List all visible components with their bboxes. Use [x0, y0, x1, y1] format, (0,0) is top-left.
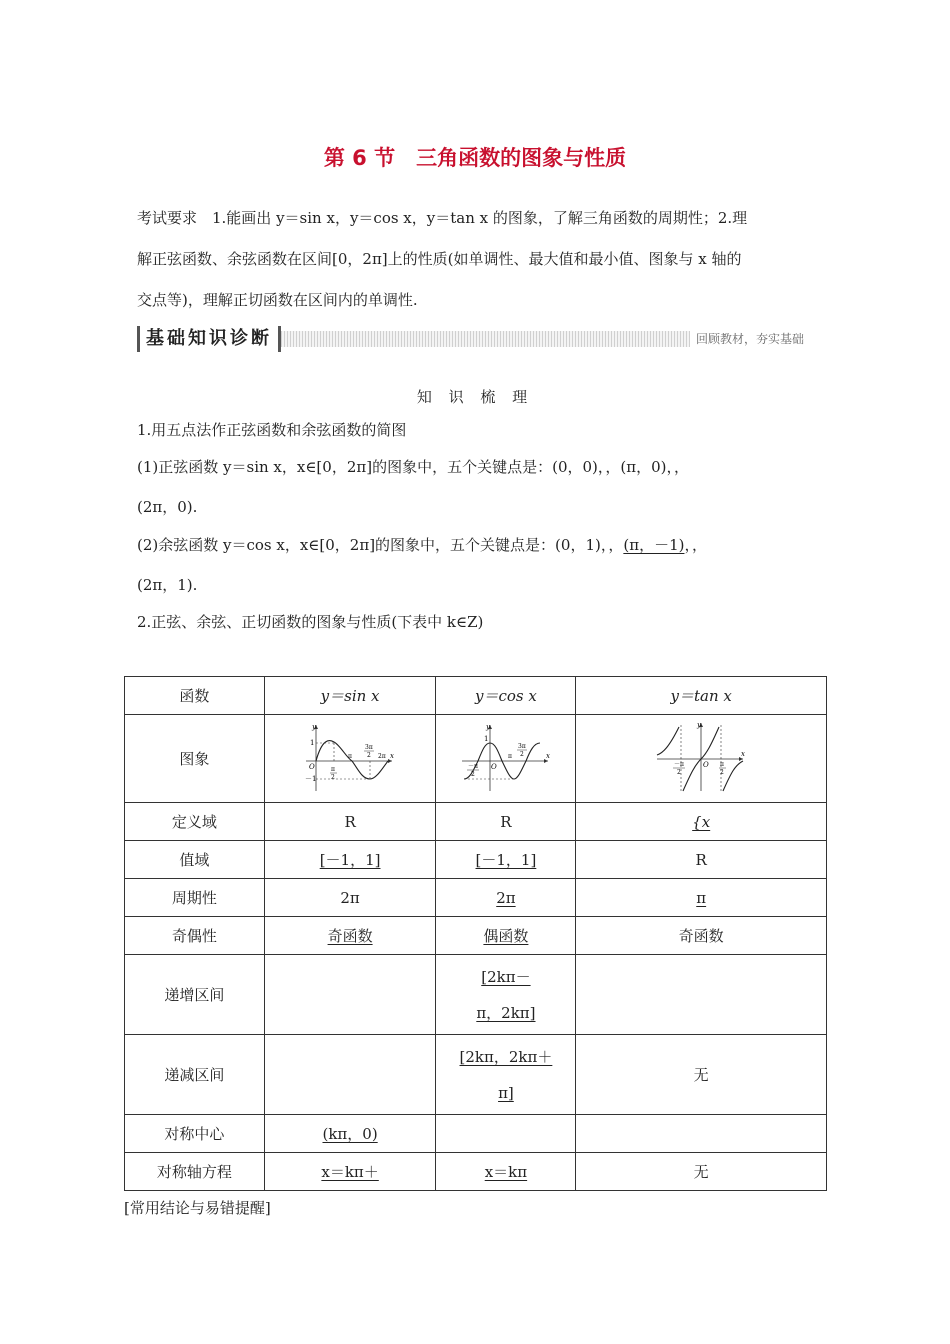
sin-neg-one: －1 — [305, 774, 317, 783]
increasing-cos — [436, 955, 576, 1035]
cos-pi: π — [507, 752, 512, 760]
sin-keypoints: (1)正弦函数 y＝sin x，x∈[0，2π]的图象中，五个关键点是：(0，0)，，(π，0)，， — [137, 458, 689, 476]
decreasing-cos — [436, 1035, 576, 1115]
center-tan — [576, 1115, 827, 1153]
sin-half-pi-den: 2 — [331, 773, 335, 781]
table-row-graph — [125, 715, 827, 803]
tan-origin: O — [703, 760, 709, 769]
table-row-domain — [125, 803, 827, 841]
sin-origin: O — [309, 762, 315, 771]
increasing-tan — [576, 955, 827, 1035]
tan-half-pi-den: 2 — [720, 768, 724, 776]
section-banner — [137, 326, 810, 352]
period-cos-value: 2π — [496, 888, 516, 907]
header-sin: y＝sin x — [264, 677, 436, 715]
table-row-center — [125, 1115, 827, 1153]
sin-graph — [304, 721, 396, 793]
cos-3pi-den: 2 — [519, 750, 524, 758]
tan-neg-half-pi-num: －π — [674, 760, 685, 768]
sin-one: 1 — [310, 738, 315, 747]
banner-subtitle: 回顾教材，夯实基础 — [690, 330, 810, 348]
cos-neg-half-pi-den: 2 — [470, 770, 475, 778]
parity-cos — [436, 917, 576, 955]
sin-3pi-den: 2 — [367, 751, 371, 759]
parity-label: 奇偶性 — [125, 917, 265, 955]
sin-graph-cell — [264, 715, 436, 803]
increasing-cos-line-2: π，2kπ] — [476, 1003, 536, 1022]
range-cos — [436, 841, 576, 879]
cos-3pi-num: 3π — [517, 742, 526, 750]
cos-y-label: y — [485, 722, 490, 731]
decreasing-tan: 无 — [576, 1035, 827, 1115]
header-tan: y＝tan x — [576, 677, 827, 715]
cos-one: 1 — [483, 734, 489, 743]
period-label: 周期性 — [125, 879, 265, 917]
cos-x-label: x — [545, 751, 550, 760]
banner-label: 基础知识诊断 — [137, 326, 281, 352]
period-sin: 2π — [264, 879, 436, 917]
domain-tan — [576, 803, 827, 841]
cos-graph — [460, 721, 552, 793]
graph-label: 图象 — [125, 715, 265, 803]
parity-sin-value: 奇函数 — [327, 927, 373, 945]
period-tan — [576, 879, 827, 917]
range-sin — [264, 841, 436, 879]
tan-half-pi-num: π — [720, 760, 725, 768]
tan-curve-left — [657, 727, 679, 755]
increasing-cos-line-1: [2kπ－ — [481, 967, 531, 986]
section-heading: 知 识 梳 理 — [416, 388, 534, 406]
tan-graph-cell — [576, 715, 827, 803]
parity-cos-value: 偶函数 — [483, 927, 529, 945]
cos-keypoints — [137, 535, 827, 555]
cos-graph-cell — [436, 715, 576, 803]
table-row-range — [125, 841, 827, 879]
axis-label: 对称轴方程 — [125, 1153, 265, 1191]
decreasing-label: 递减区间 — [125, 1035, 265, 1115]
tan-curve-right — [723, 761, 743, 791]
sin-x-label: x — [390, 751, 395, 760]
point2-heading: 2.正弦、余弦、正切函数的图象与性质(下表中 k∈Z) — [137, 613, 484, 631]
domain-cos: R — [436, 803, 576, 841]
table-row-axis — [125, 1153, 827, 1191]
header-function: 函数 — [125, 677, 265, 715]
cos-origin: O — [490, 762, 497, 771]
header-cos: y＝cos x — [436, 677, 576, 715]
decreasing-sin — [264, 1035, 436, 1115]
sin-keypoints-end: (2π，0). — [137, 498, 198, 516]
period-tan-value: π — [696, 888, 707, 907]
center-label: 对称中心 — [125, 1115, 265, 1153]
range-sin-value: [－1，1] — [319, 851, 381, 869]
tan-graph — [655, 721, 747, 793]
cos-keypoints-suffix: ，， — [684, 536, 707, 554]
requirements-line-1: 考试要求 1.能画出 y＝sin x，y＝cos x，y＝tan x 的图象，了解三角函数的周期性；2.理 — [137, 209, 748, 227]
table-row-parity — [125, 917, 827, 955]
tan-neg-half-pi-den: 2 — [677, 768, 681, 776]
tan-x-label: x — [741, 749, 746, 758]
parity-sin — [264, 917, 436, 955]
range-tan: R — [576, 841, 827, 879]
footer-note: [常用结论与易错提醒] — [124, 1199, 271, 1217]
cos-neg-half-pi-num: －π — [467, 762, 478, 770]
sin-y-label: y — [312, 722, 317, 731]
cos-keypoints-end: (2π，1). — [137, 576, 198, 594]
trig-properties-table — [124, 676, 827, 1191]
center-sin — [264, 1115, 436, 1153]
parity-tan: 奇函数 — [576, 917, 827, 955]
requirements-line-3: 交点等)，理解正切函数在区间内的单调性. — [137, 291, 418, 309]
table-row-decreasing — [125, 1035, 827, 1115]
domain-label: 定义域 — [125, 803, 265, 841]
axis-cos — [436, 1153, 576, 1191]
table-row-increasing — [125, 955, 827, 1035]
axis-sin — [264, 1153, 436, 1191]
decreasing-cos-line-1: [2kπ，2kπ＋ — [459, 1047, 553, 1066]
exam-requirements — [137, 198, 827, 321]
sin-pi: π — [348, 752, 353, 760]
domain-sin: R — [264, 803, 436, 841]
axis-tan: 无 — [576, 1153, 827, 1191]
tan-y-label: y — [697, 720, 702, 729]
point1-heading: 1.用五点法作正弦函数和余弦函数的简图 — [137, 421, 407, 439]
domain-tan-value: {x — [692, 812, 711, 831]
table-row-period — [125, 879, 827, 917]
axis-sin-value: x＝kπ＋ — [321, 1163, 379, 1181]
range-label: 值域 — [125, 841, 265, 879]
sin-2pi: 2π — [378, 752, 386, 760]
requirements-line-2: 解正弦函数、余弦函数在区间[0，2π]上的性质(如单调性、最大值和最小值、图象与 x 轴的 — [137, 250, 742, 268]
cos-keypoint-fill: (π，－1) — [623, 536, 685, 554]
range-cos-value: [－1，1] — [475, 851, 537, 869]
table-row-header — [125, 677, 827, 715]
cos-keypoints-prefix: (2)余弦函数 y＝cos x，x∈[0，2π]的图象中，五个关键点是：(0，1)，， — [137, 536, 624, 554]
period-cos — [436, 879, 576, 917]
increasing-sin — [264, 955, 436, 1035]
page-title: 第 6 节 三角函数的图象与性质 — [323, 146, 627, 170]
center-sin-value: (kπ，0) — [322, 1125, 378, 1143]
axis-cos-value: x＝kπ — [484, 1163, 528, 1181]
increasing-label: 递增区间 — [125, 955, 265, 1035]
sin-half-pi-num: π — [331, 765, 336, 773]
center-cos — [436, 1115, 576, 1153]
decreasing-cos-line-2: π] — [498, 1083, 514, 1102]
sin-3pi-num: 3π — [365, 743, 373, 751]
